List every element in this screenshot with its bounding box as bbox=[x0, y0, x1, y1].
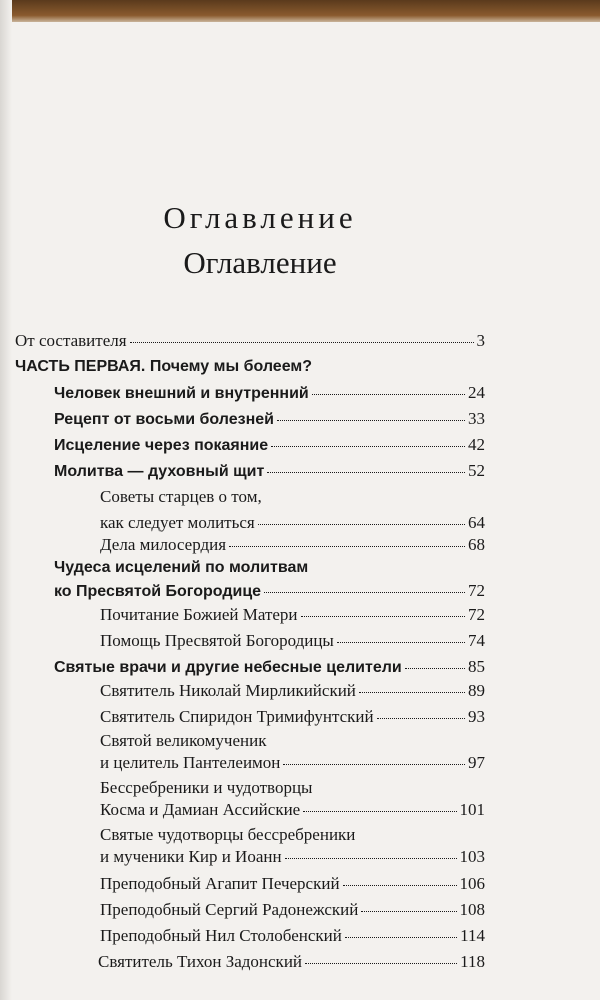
book-top-edge bbox=[0, 0, 600, 22]
toc-entry bbox=[100, 925, 485, 946]
toc-entry-page: 33 bbox=[468, 409, 485, 428]
book-spine-shadow bbox=[0, 0, 12, 1000]
leader-dots bbox=[267, 471, 465, 473]
toc-entry-page: 68 bbox=[468, 535, 485, 554]
toc-entry bbox=[54, 656, 485, 678]
toc-entry-title: Косма и Дамиан Ассийские bbox=[100, 800, 301, 819]
toc-entry-page: 108 bbox=[459, 900, 485, 919]
toc-entry-page: 93 bbox=[468, 707, 485, 726]
toc-entry bbox=[100, 680, 485, 701]
toc-entry-title-line1: Чудеса исцелений по молитвам bbox=[54, 559, 309, 576]
toc-entry bbox=[100, 706, 485, 727]
toc-entry-page: 72 bbox=[468, 581, 485, 600]
toc-entry bbox=[100, 486, 485, 533]
leader-dots bbox=[301, 615, 465, 617]
leader-dots bbox=[283, 763, 465, 765]
toc-entry-page: 42 bbox=[468, 435, 485, 454]
leader-dots bbox=[303, 810, 456, 812]
toc-entry-title: Святитель Николай Мирликийский bbox=[100, 681, 356, 700]
toc-entry-title-line1: Бессребреники и чудотворцы bbox=[100, 778, 313, 797]
toc-entry-page: 64 bbox=[468, 513, 485, 532]
toc-entry-title: Молитва — духовный щит bbox=[54, 463, 265, 480]
toc-entry-title: От составителя bbox=[15, 331, 127, 350]
leader-dots bbox=[359, 691, 465, 693]
toc-entry-title: Святитель Спиридон Тримифунтский bbox=[100, 707, 374, 726]
toc-entry-page: 52 bbox=[468, 461, 485, 480]
toc-entry bbox=[100, 824, 485, 867]
toc-entry bbox=[54, 408, 485, 430]
toc-entry-page: 24 bbox=[468, 383, 485, 402]
toc-entry-title: и мученики Кир и Иоанн bbox=[100, 847, 282, 866]
toc-entry-title: Святитель Тихон Задонский bbox=[98, 952, 303, 971]
leader-dots bbox=[285, 857, 457, 859]
toc-entry bbox=[54, 434, 485, 456]
toc-entry-title-line1: Святые чудотворцы бессребреники bbox=[100, 825, 356, 844]
leader-dots bbox=[377, 717, 465, 719]
toc-entry-title: Святые врачи и другие небесные целители bbox=[54, 659, 402, 676]
toc-entry-page: 101 bbox=[459, 800, 485, 819]
toc-entry bbox=[98, 951, 485, 972]
leader-dots bbox=[271, 445, 465, 447]
leader-dots bbox=[345, 936, 457, 938]
toc-entry-page: 85 bbox=[468, 657, 485, 676]
toc-entry bbox=[100, 534, 485, 555]
leader-dots bbox=[258, 523, 465, 525]
toc-entry-title: Преподобный Нил Столобенский bbox=[100, 926, 342, 945]
toc-part-heading bbox=[15, 356, 485, 377]
page-subtitle: Оглавление bbox=[183, 245, 337, 280]
toc-entry-page: 74 bbox=[468, 631, 485, 650]
page-title: Оглавление bbox=[163, 200, 357, 235]
leader-dots bbox=[277, 419, 465, 421]
toc-entry bbox=[100, 899, 485, 920]
toc-entry bbox=[100, 777, 485, 820]
leader-dots bbox=[264, 591, 465, 593]
toc-entry bbox=[54, 557, 485, 602]
leader-dots bbox=[229, 545, 465, 547]
toc-entry bbox=[100, 604, 485, 625]
toc-entry-title-line1: Святой великомученик bbox=[100, 731, 267, 750]
toc-entry bbox=[100, 630, 485, 651]
toc-entry bbox=[54, 382, 485, 404]
toc-entry-page: 103 bbox=[459, 847, 485, 866]
toc-entry-title: как следует молиться bbox=[100, 513, 255, 532]
leader-dots bbox=[305, 962, 457, 964]
toc-entry-title: Помощь Пресвятой Богородицы bbox=[100, 631, 334, 650]
toc-entry-title: Дела милосердия bbox=[100, 535, 227, 554]
leader-dots bbox=[337, 641, 465, 643]
toc-entry bbox=[100, 873, 485, 894]
toc-entry bbox=[100, 730, 485, 773]
leader-dots bbox=[130, 341, 474, 343]
toc-entry-page: 114 bbox=[460, 926, 485, 945]
toc-entry-title: ко Пресвятой Богородице bbox=[54, 583, 262, 600]
toc-entry-page: 106 bbox=[459, 874, 485, 893]
toc-entry-page: 97 bbox=[468, 753, 485, 772]
toc-entry-title: Преподобный Сергий Радонежский bbox=[100, 900, 359, 919]
toc-entry-page: 118 bbox=[460, 952, 485, 971]
toc-entry bbox=[15, 330, 485, 351]
toc-entry-page: 89 bbox=[468, 681, 485, 700]
toc-entry-title-line1: Советы старцев о том, bbox=[100, 487, 262, 506]
leader-dots bbox=[343, 884, 457, 886]
toc-entry-title: Исцеление через покаяние bbox=[54, 437, 269, 454]
toc-entry bbox=[54, 460, 485, 482]
toc-entry-title: Почитание Божией Матери bbox=[100, 605, 298, 624]
toc-entry-title: ЧАСТЬ ПЕРВАЯ. Почему мы болеем? bbox=[15, 358, 312, 375]
leader-dots bbox=[312, 393, 465, 395]
toc-entry-page: 3 bbox=[476, 331, 485, 350]
toc-entry-title: Рецепт от восьми болезней bbox=[54, 411, 275, 428]
toc-entry-title: Преподобный Агапит Печерский bbox=[100, 874, 340, 893]
toc-entry-page: 72 bbox=[468, 605, 485, 624]
leader-dots bbox=[405, 667, 465, 669]
leader-dots bbox=[361, 910, 456, 912]
toc-entry-title: Человек внешний и внутренний bbox=[54, 385, 309, 402]
toc-entry-title: и целитель Пантелеимон bbox=[100, 753, 281, 772]
